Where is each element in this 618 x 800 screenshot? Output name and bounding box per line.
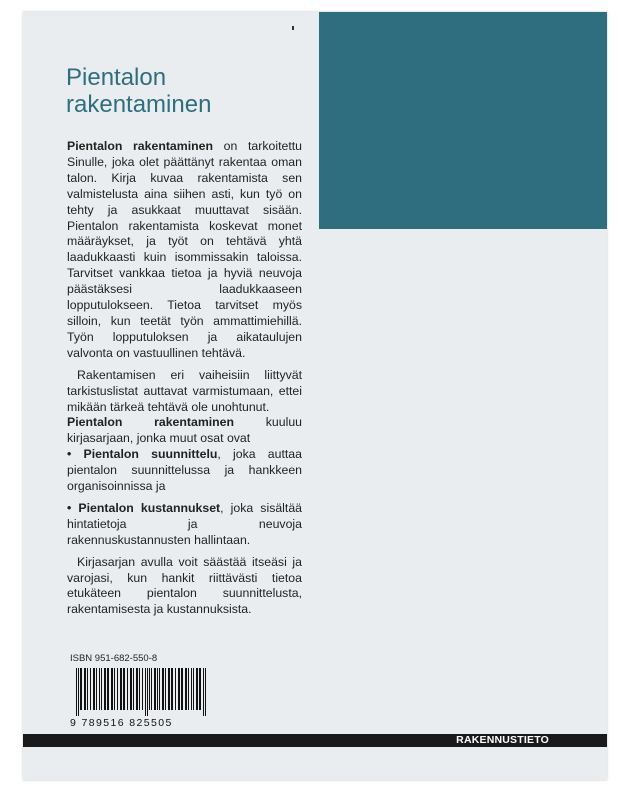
barcode-bar: [93, 668, 95, 710]
series-lead-bold: Pientalon rakentaminen: [67, 415, 235, 430]
barcode-bar: [87, 668, 88, 710]
description-text: [67, 139, 302, 618]
bullet-suunnittelu: [67, 447, 302, 495]
teal-color-block: [319, 12, 607, 229]
bullet-kustannukset-bold: Pientalon kustannukset: [78, 500, 221, 515]
barcode-bar: [147, 668, 148, 716]
barcode-bar: [127, 668, 128, 710]
barcode-bar: [90, 668, 91, 710]
barcode-bar: [76, 668, 77, 716]
bullet-kustannukset-text: , joka sisältää hintatietoja ja neuvoja rakennuskustannusten hallintaan.: [67, 500, 303, 547]
intro-lead-bold: Pientalon rakentaminen: [67, 139, 213, 153]
barcode-bar: [199, 668, 201, 710]
barcode-bar: [111, 668, 113, 710]
barcode-bar: [130, 668, 132, 710]
paragraph-series: [67, 415, 302, 447]
barcode-bar: [157, 668, 158, 710]
barcode-bar: [185, 668, 187, 710]
barcode-bar: [114, 668, 115, 710]
barcode-bar: [99, 668, 100, 710]
barcode-bar: [84, 668, 86, 710]
barcode-bar: [191, 668, 192, 710]
barcode-bar: [101, 668, 102, 710]
paragraph-intro: [67, 139, 302, 362]
book-title: [66, 64, 211, 118]
barcode-bar: [117, 668, 118, 710]
scan-mark: [292, 26, 294, 30]
barcode-digits: 9 789516 825505: [70, 717, 173, 728]
barcode-bar: [196, 668, 198, 710]
barcode-bar: [120, 668, 122, 710]
paragraph-closing: Kirjasarjan avulla voit säästää itseäsi ja varojasi, kun hankit riittävästi tietoa etukäteen pientalon suunnittelusta, rakentamisesta ja kustannuksista.: [67, 554, 302, 617]
barcode-bar: [203, 668, 204, 716]
barcode-bar: [80, 668, 82, 710]
barcode-bar: [145, 668, 146, 716]
barcode-bars: [76, 668, 206, 716]
barcode: [70, 668, 210, 728]
paragraph-checklists: Rakentamisen eri vaiheisiin liittyvät tarkistuslistat auttavat varmistumaan, ettei mikään tärkeä tehtävä ole unohtunut.: [67, 367, 302, 414]
barcode-bar: [139, 668, 140, 710]
barcode-bar: [136, 668, 138, 710]
barcode-bar: [165, 668, 166, 710]
barcode-bar: [178, 668, 180, 710]
barcode-bar: [104, 668, 106, 710]
barcode-bar: [168, 668, 170, 710]
intro-text: on tarkoitettu Sinulle, joka olet päättänyt rakentaa oman talon. Kirja kuvaa rakentamista sen valmistelusta aina siihen asti, kun työ on tehty ja asukkaat muuttavat sisään. Pientalon rakentamista koskevat monet määräykset, ja työt on tehtävä yhtä laadukkaasti kuin isommissakin taloissa. Tarvitset vankkaa tietoa ja hyviä neuvoja päästäksesi laadukkaaseen lopputulokseen. Tietoa tarvitset myös silloin, kun teetät työn ammattimiehillä. Työn lopputuloksen ja aikataulujen valvonta on vastuullinen tehtävä.: [67, 139, 303, 360]
bullet-suunnittelu-text: , joka auttaa pientalon suunnittelussa ja hankkeen organisoinnissa ja: [67, 447, 302, 494]
barcode-bar: [78, 668, 79, 716]
barcode-bar: [151, 668, 152, 710]
bullet-glyph: •: [67, 447, 72, 462]
title-line-2: rakentaminen: [66, 91, 212, 118]
barcode-bar: [175, 668, 176, 710]
barcode-bar: [162, 668, 164, 710]
barcode-bar: [133, 668, 134, 710]
title-line-1: Pientalon: [66, 64, 167, 91]
isbn-label: ISBN 951-682-550-8: [70, 653, 158, 664]
barcode-bar: [159, 668, 160, 710]
book-back-cover: [23, 12, 607, 780]
series-text: kuuluu kirjasarjaan, jonka muut osat ovat: [67, 415, 302, 446]
barcode-bar: [193, 668, 194, 710]
barcode-bar: [123, 668, 125, 710]
bullet-glyph: •: [67, 500, 72, 515]
barcode-bar: [171, 668, 173, 710]
barcode-bar: [107, 668, 109, 710]
barcode-bar: [149, 668, 150, 710]
barcode-bar: [205, 668, 206, 716]
bullet-suunnittelu-bold: Pientalon suunnittelu: [83, 447, 218, 462]
publisher-logo: RAKENNUSTIETO: [452, 734, 553, 747]
barcode-bar: [154, 668, 156, 710]
barcode-bar: [142, 668, 143, 710]
barcode-bar: [96, 668, 97, 710]
bottom-bar: [23, 734, 607, 747]
barcode-bar: [181, 668, 183, 710]
barcode-bar: [188, 668, 189, 710]
bullet-kustannukset: [67, 501, 302, 549]
